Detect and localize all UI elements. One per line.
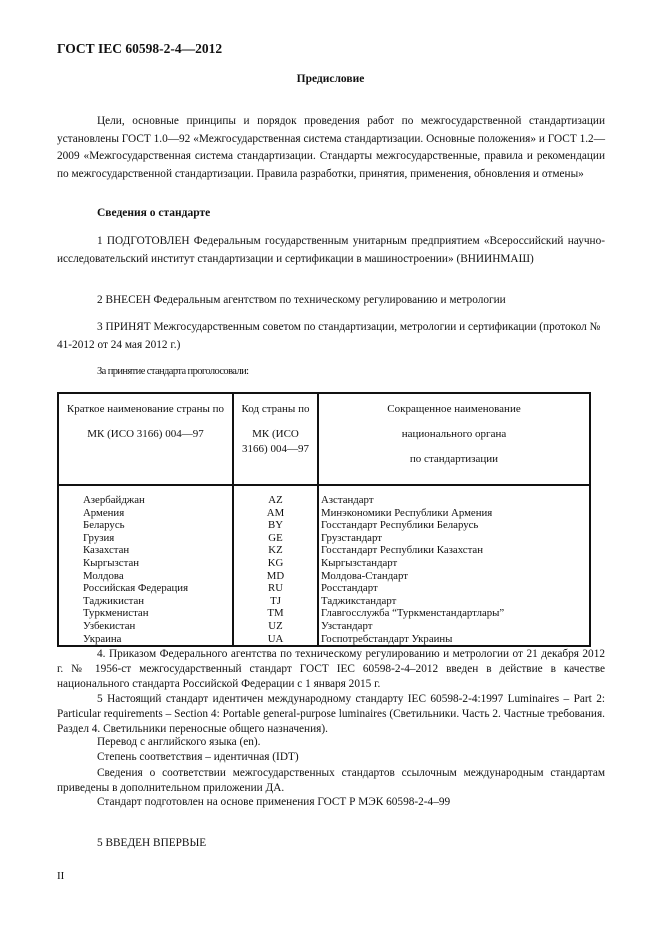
table-row	[58, 607, 590, 620]
country-cell: Российская Федерация	[58, 582, 233, 595]
code-cell: KG	[233, 557, 318, 570]
table-row	[58, 557, 590, 570]
country-cell: Казахстан	[58, 544, 233, 557]
organ-cell: Госстандарт Республики Казахстан	[318, 544, 590, 557]
item-1: 1 ПОДГОТОВЛЕН Федеральным государственным унитарным предприятием «Всероссийский научно-исследовательский институт стандартизации и сертификации в машиностроении» (ВНИИНМАШ)	[57, 235, 605, 265]
country-cell: Грузия	[58, 532, 233, 545]
country-cell: Кыргызстан	[58, 557, 233, 570]
voting-table	[57, 392, 591, 647]
code-cell: KZ	[233, 544, 318, 557]
header-code	[233, 393, 318, 485]
organ-cell: Минэкономики Республики Армения	[318, 507, 590, 520]
header-line: Код страны по	[241, 403, 310, 415]
country-cell: Туркменистан	[58, 607, 233, 620]
header-country	[58, 393, 233, 485]
table-row	[58, 633, 590, 647]
item-3: 3 ПРИНЯТ Межгосударственным советом по стандартизации, метрологии и сертификации (протокол № 41-2012 от 24 мая 2012 г.)	[57, 321, 601, 351]
table-row	[58, 582, 590, 595]
subsection-title: Сведения о стандарте	[97, 207, 211, 219]
item-5: 5 Настоящий стандарт идентичен международному стандарту IEC 60598-2-4:1997 Luminaires – Part 2: Particular requirements – Section 4: Portable general-purpose luminaires (Светильники. Часть 2. Частные требования. Раздел 4. Светильники переносные общего назначения).	[57, 693, 605, 735]
organ-cell: Главгосслужба “Туркменстандартлары”	[318, 607, 590, 620]
header-organ	[318, 393, 590, 485]
header-line: национального органа	[401, 428, 507, 440]
organ-cell: Молдова-Стандарт	[318, 570, 590, 583]
intro-paragraph: Цели, основные принципы и порядок проведения работ по межгосударственной стандартизации установлены ГОСТ 1.0—92 «Межгосударственная система стандартизации. Основные положения» и ГОСТ 1.2—2009 «Межгосударственная система стандартизации. Стандарты межгосударственные, правила и рекомендации по межгосударственной стандартизации. Правила разработки, принятия, применения, обновления и отмены»	[57, 115, 605, 181]
code-cell: AZ	[233, 485, 318, 507]
organ-cell: Грузстандарт	[318, 532, 590, 545]
code-cell: TM	[233, 607, 318, 620]
country-cell: Азербайджан	[58, 485, 233, 507]
table-row	[58, 507, 590, 520]
organ-cell: Узстандарт	[318, 620, 590, 633]
country-cell: Украина	[58, 633, 233, 647]
table-row	[58, 620, 590, 633]
item-4: 4. Приказом Федерального агентства по техническому регулированию и метрологии от 21 декабря 2012 г. № 1956-ст межгосударственный стандарт ГОСТ IEC 60598-2-4–2012 введен в действие в качестве национального стандарта Российской Федерации с 1 января 2015 г.	[57, 648, 605, 690]
translation-note: Перевод с английского языка (en).	[97, 736, 261, 748]
code-cell: AM	[233, 507, 318, 520]
basis-note: Стандарт подготовлен на основе применения ГОСТ Р МЭК 60598-2-4–99	[97, 796, 451, 808]
country-cell: Таджикистан	[58, 595, 233, 608]
table-header-row	[58, 393, 590, 485]
code-cell: UZ	[233, 620, 318, 633]
header-line: МК (ИСО 3166) 004—97	[87, 428, 204, 440]
organ-cell: Азстандарт	[318, 485, 590, 507]
organ-cell: Росстандарт	[318, 582, 590, 595]
organ-cell: Госстандарт Республики Беларусь	[318, 519, 590, 532]
organ-cell: Кыргызстандарт	[318, 557, 590, 570]
header-line: по стандартизации	[409, 453, 499, 465]
code-cell: BY	[233, 519, 318, 532]
code-cell: TJ	[233, 595, 318, 608]
item-introduced: 5 ВВЕДЕН ВПЕРВЫЕ	[97, 837, 207, 849]
section-title: Предисловие	[296, 73, 365, 85]
organ-cell: Госпотребстандарт Украины	[318, 633, 590, 647]
table-row	[58, 544, 590, 557]
country-cell: Беларусь	[58, 519, 233, 532]
references-note: Сведения о соответствии межгосударственных стандартов ссылочным международным стандартам приведены в дополнительном приложении ДА.	[57, 767, 605, 794]
country-cell: Молдова	[58, 570, 233, 583]
document-header: ГОСТ IEC 60598-2-4—2012	[57, 41, 223, 56]
table-row	[58, 485, 590, 507]
table-row	[58, 532, 590, 545]
vote-label: За принятие стандарта проголосовали:	[97, 366, 249, 377]
degree-note: Степень соответствия – идентичная (IDT)	[97, 751, 299, 763]
header-line: Сокращенное наименование	[387, 403, 521, 415]
table-row	[58, 570, 590, 583]
country-cell: Армения	[58, 507, 233, 520]
code-cell: GE	[233, 532, 318, 545]
code-cell: RU	[233, 582, 318, 595]
table-row	[58, 595, 590, 608]
code-cell: MD	[233, 570, 318, 583]
header-line: Краткое наименование страны по	[66, 403, 225, 415]
header-line: МК (ИСО 3166) 004—97	[242, 428, 309, 455]
code-cell: UA	[233, 633, 318, 647]
table-row	[58, 519, 590, 532]
item-2: 2 ВНЕСЕН Федеральным агентством по техническому регулированию и метрологии	[97, 294, 506, 306]
organ-cell: Таджикстандарт	[318, 595, 590, 608]
country-cell: Узбекистан	[58, 620, 233, 633]
page-number: II	[57, 870, 65, 882]
